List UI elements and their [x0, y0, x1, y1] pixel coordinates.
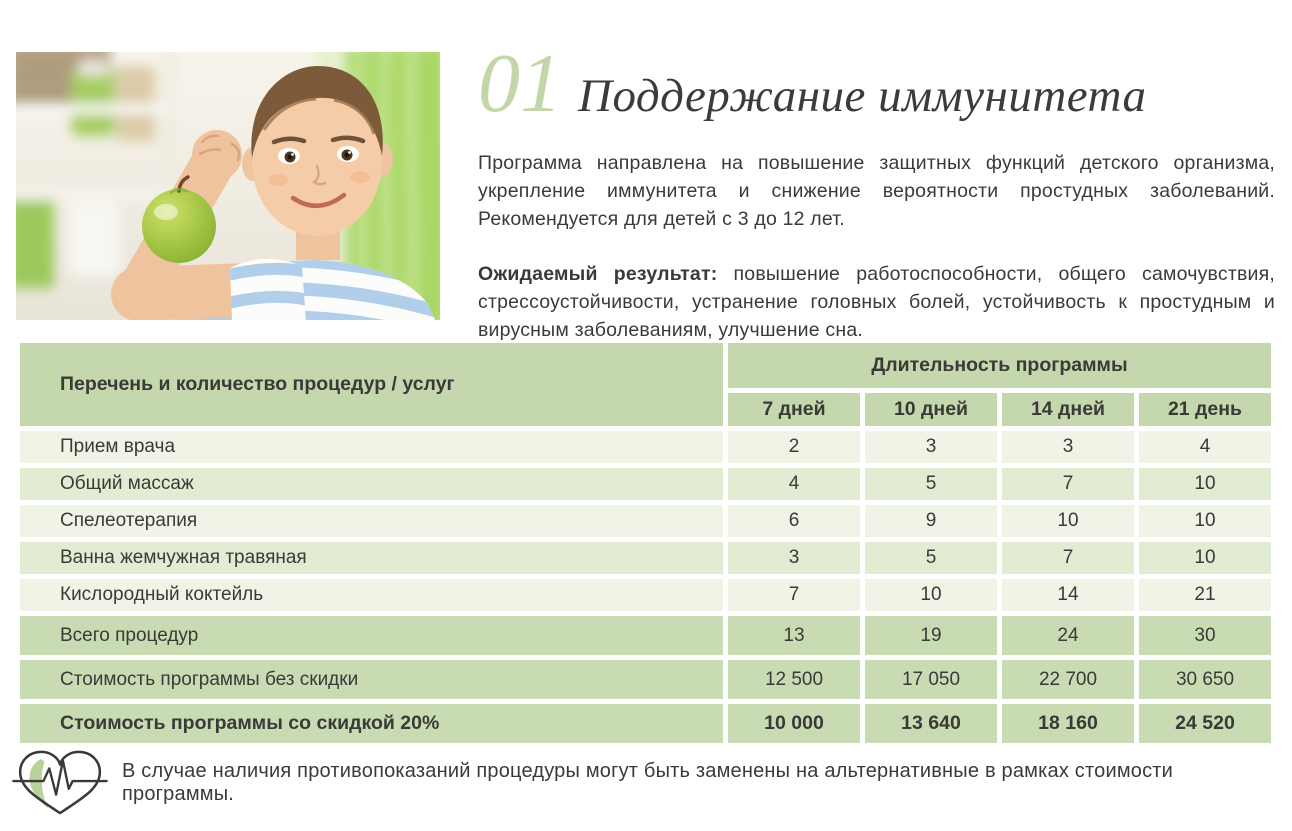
table-cell: 13 640: [865, 704, 997, 743]
table-cell: 5: [865, 468, 997, 500]
table-cell: 2: [728, 431, 860, 463]
table-header-duration: Длительность программы: [728, 343, 1271, 388]
table-cell: 24 520: [1139, 704, 1271, 743]
table-cell: 10 000: [728, 704, 860, 743]
table-cell: 10: [865, 579, 997, 611]
table-cell: 7: [1002, 468, 1134, 500]
table-row-label: Стоимость программы со скидкой 20%: [20, 704, 723, 743]
table-cell: 7: [1002, 542, 1134, 574]
table-cell: 7: [728, 579, 860, 611]
table-cell: 4: [1139, 431, 1271, 463]
footnote-text: В случае наличия противопоказаний процедуры могут быть заменены на альтернативные в рамках стоимости программы.: [122, 760, 1174, 805]
table-row-label: Общий массаж: [20, 468, 723, 500]
table-cell: 17 050: [865, 660, 997, 699]
table-header-14-days: 14 дней: [1002, 393, 1134, 426]
table-header-10-days: 10 дней: [865, 393, 997, 426]
table-cell: 12 500: [728, 660, 860, 699]
program-number: 01: [478, 37, 562, 130]
table-cell: 30: [1139, 616, 1271, 655]
table-cell: 3: [1002, 431, 1134, 463]
program-header-section: [478, 37, 1275, 344]
table-cell: 19: [865, 616, 997, 655]
heart-ekg-icon: [12, 748, 108, 818]
table-cell: 14: [1002, 579, 1134, 611]
table-row-label: Прием врача: [20, 431, 723, 463]
table-row-label: Ванна жемчужная травяная: [20, 542, 723, 574]
table-cell: 30 650: [1139, 660, 1271, 699]
footnote: [12, 748, 1272, 818]
program-table: [20, 343, 1271, 743]
table-cell: 4: [728, 468, 860, 500]
table-row-label: Кислородный коктейль: [20, 579, 723, 611]
table-cell: 6: [728, 505, 860, 537]
table-cell: 3: [865, 431, 997, 463]
table-cell: 10: [1139, 505, 1271, 537]
table-row-label: Стоимость программы без скидки: [20, 660, 723, 699]
boy-with-apple-photo: [16, 52, 440, 320]
table-cell: 24: [1002, 616, 1134, 655]
table-header-7-days: 7 дней: [728, 393, 860, 426]
table-cell: 13: [728, 616, 860, 655]
table-cell: 3: [728, 542, 860, 574]
table-row-label: Спелеотерапия: [20, 505, 723, 537]
expected-result-label: Ожидаемый результат:: [478, 263, 718, 286]
table-cell: 21: [1139, 579, 1271, 611]
program-title-row: [478, 37, 1275, 136]
table-header-21-days: 21 день: [1139, 393, 1271, 426]
table-row-label: Всего процедур: [20, 616, 723, 655]
table-cell: 18 160: [1002, 704, 1134, 743]
expected-result-text: повышение работоспособности, общего самочувствия, стрессоустойчивости, устранение головных болей, устойчивость к простудным и вирусным заболеваниям, улучшение сна.: [478, 263, 1275, 342]
table-header-services: Перечень и количество процедур / услуг: [20, 343, 723, 426]
table-cell: 10: [1002, 505, 1134, 537]
table-cell: 9: [865, 505, 997, 537]
table-cell: 10: [1139, 542, 1271, 574]
expected-result-paragraph: [478, 260, 1275, 344]
program-description: Программа направлена на повышение защитных функций детского организма, укрепление иммунитета и снижение вероятности простудных заболеваний. Рекомендуется для детей с 3 до 12 лет.: [478, 152, 1275, 231]
table-cell: 22 700: [1002, 660, 1134, 699]
table-cell: 10: [1139, 468, 1271, 500]
table-cell: 5: [865, 542, 997, 574]
page-title: Поддержание иммунитета: [578, 70, 1147, 122]
